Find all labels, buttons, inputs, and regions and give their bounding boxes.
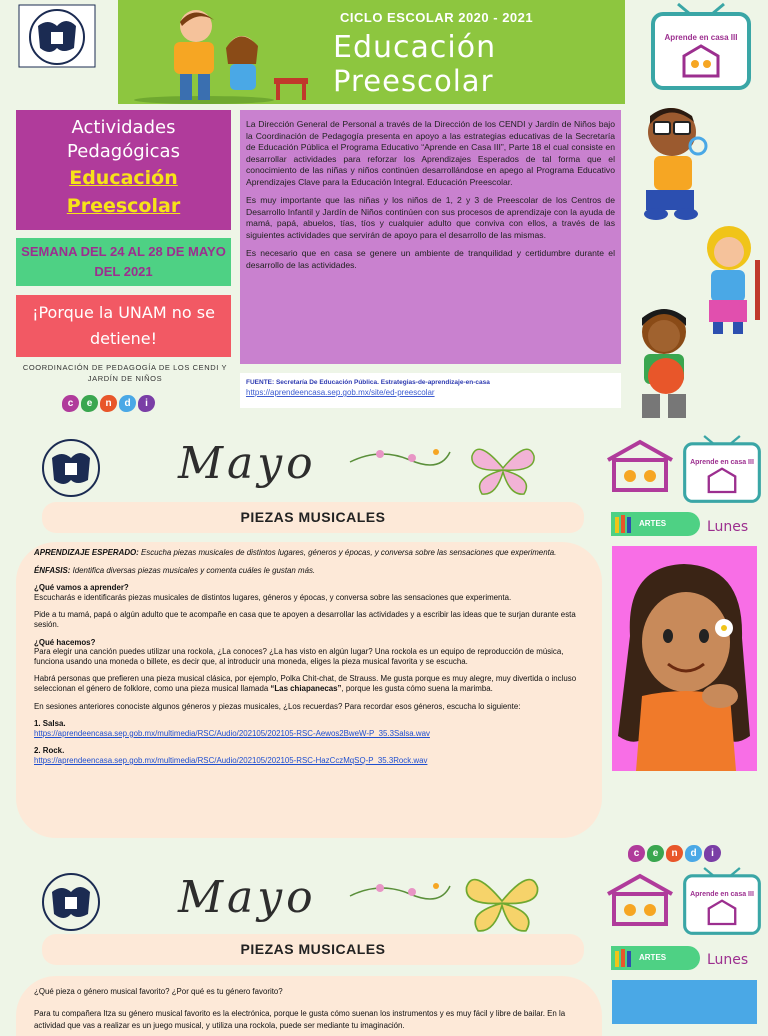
butterfly-icon	[468, 438, 538, 498]
activity-card	[16, 976, 602, 1036]
intro-paragraph: La Dirección General de Personal a través de la Dirección de los CENDI y Jardín de Niños bajo la Coordinación de Pedagogía presenta en apoyo a las estrategias educativas de la Secretaría de Educación Pública el Programa Educativo “Aprende en Casa III”, Parte 18 el cual consiste en desarrollar actividades para reforzar los Aprendizajes Esperados de tal forma que el conocimiento de las niñas y niños continúen desarrollándose en apego al Programa Educativo Aprendizajes Clave para la Educación Integral. Educación Preescolar.	[246, 119, 615, 187]
activity-card	[16, 542, 602, 838]
coordination-label: COORDINACIÓN DE PEDAGOGÍA DE LOS CENDI Y JARDÍN DE NIÑOS	[22, 363, 228, 383]
illustration-panel	[612, 980, 757, 1024]
slogan-box: ¡Porque la UNAM no se detiene!	[16, 295, 231, 357]
paint-splash-icon: n	[100, 395, 117, 412]
school-cycle: CICLO ESCOLAR 2020 - 2021	[340, 10, 534, 25]
expected-learning	[34, 548, 584, 558]
tv-label: Aprende en casa III	[690, 891, 754, 898]
header-banner	[118, 0, 625, 104]
house-icon	[604, 438, 676, 492]
aprende-en-casa-tv-icon	[682, 436, 762, 506]
list-item-label: 1. Salsa.	[34, 719, 66, 729]
tv-label: Aprende en casa III	[690, 459, 754, 466]
month-title: Mayo	[178, 872, 317, 923]
paint-splash-icon: d	[119, 395, 136, 412]
intro-text-box	[240, 110, 621, 364]
subject-tag: ARTES	[611, 946, 700, 970]
activities-line2: Pedagógicas	[67, 141, 180, 162]
emphasis-label: ÉNFASIS:	[34, 565, 71, 575]
day-label: Lunes	[707, 519, 749, 535]
activities-box	[16, 110, 231, 230]
intro-paragraph: Es muy importante que las niñas y los niños de 1, 2 y 3 de Preescolar de los Centros de Desarrollo Infantil y Jardín de Niños continúen con sus procesos de aprendizaje con la ayuda de mamá, papá, abuelos, tías, tíos y cualquier adulto que conviva con ellos, a través de las siguientes actividades que servirán de apoyo para el desarrollo de las mismas.	[246, 195, 615, 240]
banner-title-line1: Educación	[333, 30, 497, 65]
song-title: “Las chiapanecas”	[270, 683, 342, 693]
list-item-label: 2. Rock.	[34, 746, 65, 756]
paint-splash-icon: n	[666, 845, 683, 862]
unam-seal-icon	[32, 870, 110, 934]
paint-splash-icon: c	[62, 395, 79, 412]
month-title: Mayo	[178, 438, 317, 489]
paragraph-part: , porque les gusta cómo suena la marimba.	[341, 683, 493, 693]
paragraph: Escucharás e identificarás piezas musicales de distintos lugares, géneros y épocas, y conversa sobre las sensaciones que experimenta.	[34, 592, 512, 602]
education-line2: Preescolar	[66, 195, 181, 217]
what-learn	[34, 583, 584, 602]
house-icon	[604, 872, 676, 926]
education-line1: Educación	[69, 167, 178, 189]
children-illustration-icon	[124, 4, 314, 104]
what-do	[34, 638, 584, 667]
flower-vine-icon	[350, 876, 450, 906]
expected-learning-text: Escucha piezas musicales de distintos lugares, géneros y épocas, y conversa sobre las sensaciones que experimenta.	[138, 548, 557, 557]
question-heading: ¿Qué hacemos?	[34, 637, 96, 647]
paint-splash-icons	[628, 842, 721, 864]
source-label: FUENTE: Secretaría De Educación Pública. Estrategias-de-aprendizaje-en-casa	[246, 379, 490, 386]
paint-splash-icon: e	[647, 845, 664, 862]
audio-link[interactable]: https://aprendeencasa.sep.gob.mx/multimedia/RSC/Audio/202105/202105-RSC-HazCczMqSQ-P_35.3Rock.wav	[34, 755, 428, 765]
aprende-en-casa-tv-icon	[682, 868, 762, 938]
section-title: PIEZAS MUSICALES	[42, 934, 584, 965]
paint-splash-icon: e	[81, 395, 98, 412]
paragraph: ¿Qué pieza o género musical favorito? ¿Por qué es tu género favorito?	[34, 987, 283, 996]
list-item	[34, 719, 584, 738]
boy-with-apple-icon	[628, 300, 702, 428]
paint-splash-icon: d	[685, 845, 702, 862]
audio-link[interactable]: https://aprendeencasa.sep.gob.mx/multimedia/RSC/Audio/202105/202105-RSC-Aewos2BweW-P_35.3Salsa.wav	[34, 728, 430, 738]
boy-with-magnifier-icon	[640, 100, 720, 222]
source-box	[240, 373, 621, 408]
paint-splash-icon: i	[138, 395, 155, 412]
expected-learning-label: APRENDIZAJE ESPERADO:	[34, 548, 139, 557]
paragraph: En sesiones anteriores conociste algunos géneros y piezas musicales, ¿Los recuerdas? Para recordar esos géneros, escucha lo siguiente:	[34, 701, 521, 711]
girl-with-pencil-icon	[693, 220, 765, 338]
classic-paragraph	[34, 674, 584, 693]
emphasis	[34, 566, 584, 576]
paint-splash-icon: i	[704, 845, 721, 862]
day-label: Lunes	[707, 952, 749, 968]
question-heading: ¿Qué vamos a aprender?	[34, 583, 129, 593]
unam-seal-icon	[32, 436, 110, 500]
flower-vine-icon	[350, 442, 450, 472]
butterfly-icon	[462, 866, 542, 936]
list-item	[34, 746, 584, 765]
crayons-icon	[613, 947, 635, 969]
unam-seal-icon	[18, 4, 96, 68]
banner-title-line2: Preescolar	[333, 64, 494, 98]
crayons-icon	[613, 513, 635, 535]
paragraph: Pide a tu mamá, papá o algún adulto que te acompañe en casa que te apoyen a desarrollar las actividades y a escribir las ideas que te surjan durante esta sesión.	[34, 610, 576, 629]
paragraph-part: Habrá personas que prefieren una pieza musical clásica, por ejemplo, Polka Chit-chat, de Strauss. Me gusta porque es muy alegre, muy divertida o incluso seleccionan el género de folklore, como una pieza musical llamada	[34, 674, 577, 693]
paint-splash-icons	[62, 392, 155, 414]
intro-paragraph: Es necesario que en casa se genere un ambiente de tranquilidad y certidumbre durante el desarrollo de las actividades.	[246, 248, 615, 270]
activities-line1: Actividades	[71, 117, 176, 138]
aprende-en-casa-tv-icon	[650, 4, 752, 94]
girl-portrait-icon	[612, 546, 757, 771]
section-title: PIEZAS MUSICALES	[42, 502, 584, 533]
tv-label: Aprende en casa III	[664, 33, 738, 42]
source-link[interactable]: https://aprendeencasa.sep.gob.mx/site/ed-preescolar	[246, 388, 435, 397]
paint-splash-icon: c	[628, 845, 645, 862]
paragraph: Para tu compañera Itza su género musical favorito es la electrónica, porque le gusta cómo suenan los instrumentos y es muy fácil y libre de bailar. En la actividad que vas a realizar es un juego musical, y utiliza una rockola, puede ser mediante tu imaginación.	[34, 1009, 566, 1030]
subject-tag: ARTES	[611, 512, 700, 536]
week-box: SEMANA DEL 24 AL 28 DE MAYO DEL 2021	[16, 238, 231, 286]
girl-illustration-panel	[612, 546, 757, 771]
paragraph: Para elegir una canción puedes utilizar una rockola, ¿La conoces? ¿La has visto en algún lugar? Una rockola es un equipo de reproducción de música, funciona usando una moneda o billete, es decir que, al introducir una moneda, eliges la pieza musical favorita y se escucha.	[34, 647, 564, 666]
emphasis-text: Identifica diversas piezas musicales y comenta cuáles le gustan más.	[70, 565, 316, 575]
